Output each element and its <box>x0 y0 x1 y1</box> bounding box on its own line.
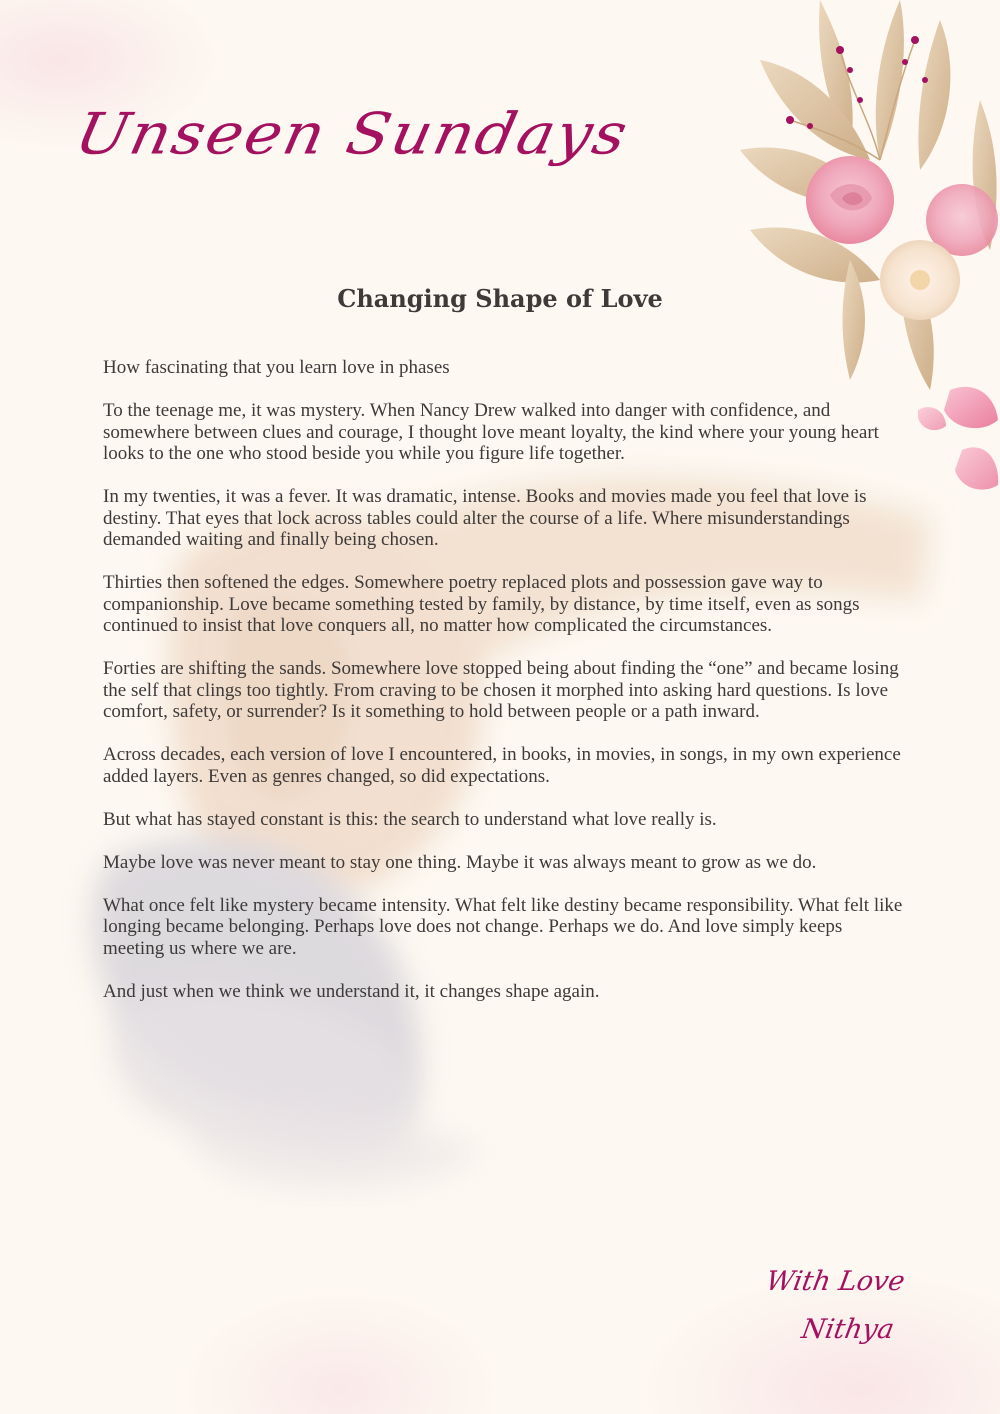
paragraph: Forties are shifting the sands. Somewhere love stopped being about finding the “one” and became losing the self that clings too tightly. From craving to be chosen it morphed into asking hard questions. Is love comfort, safety, or surrender? Is it something to hold between people or a path inward. <box>103 658 899 722</box>
paragraph: What once felt like mystery became intensity. What felt like destiny became responsibility. What felt like longing became belonging. Perhaps love does not change. Perhaps we do. And love simply keeps meeting us where we are. <box>103 894 903 959</box>
paragraph: To the teenage me, it was mystery. When Nancy Drew walked into danger with confidence, and somewhere between clues and courage, I thought love meant loyalty, the kind where your young heart looks to the one who stood beside you while you figure life together. <box>103 400 879 464</box>
brand-title: Unseen Sundays <box>69 100 635 168</box>
article-body <box>103 357 903 1024</box>
paragraph: Across decades, each version of love I encountered, in books, in movies, in songs, in my own experience added layers. Even as genres changed, so did expectations. <box>103 744 901 787</box>
paragraph: Thirties then softened the edges. Somewhere poetry replaced plots and possession gave way to companionship. Love became something tested by family, by distance, by time itself, even as songs continued to insist that love conquers all, no matter how complicated the circumstances. <box>103 572 860 636</box>
paragraph: In my twenties, it was a fever. It was dramatic, intense. Books and movies made you feel that love is destiny. That eyes that lock across tables could alter the course of a life. Where misunderstandings demanded waiting and finally being chosen. <box>103 486 867 550</box>
paragraph: How fascinating that you learn love in phases <box>103 357 450 378</box>
paragraph: But what has stayed constant is this: the search to understand what love really is. <box>103 808 717 830</box>
signature-name: Nithya <box>799 1314 897 1345</box>
paragraph: Maybe love was never meant to stay one thing. Maybe it was always meant to grow as we do. <box>103 851 817 873</box>
signature-closing: With Love <box>763 1266 908 1297</box>
signature <box>754 1258 909 1354</box>
paragraph: And just when we think we understand it, it changes shape again. <box>103 980 600 1002</box>
article-title: Changing Shape of Love <box>337 284 663 313</box>
